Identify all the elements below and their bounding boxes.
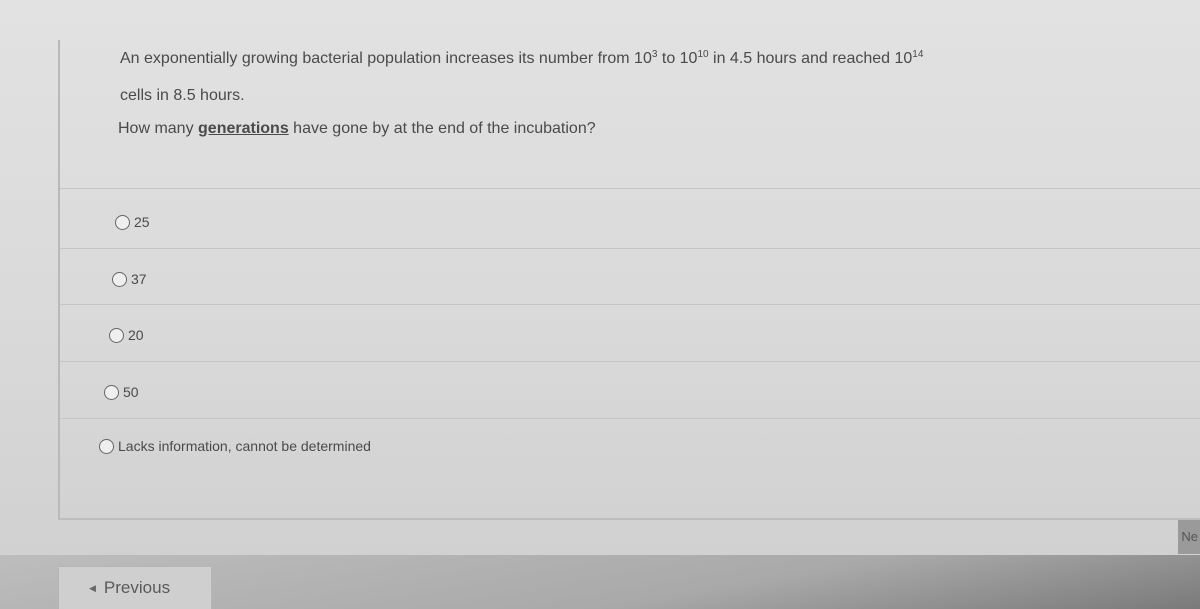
chevron-left-icon: ◀ [89, 582, 96, 593]
divider [60, 304, 1200, 305]
option-lacks-information[interactable] [99, 438, 371, 454]
option-label: Lacks information, cannot be determined [118, 438, 371, 454]
radio-button[interactable] [99, 439, 114, 454]
question-line2: cells in 8.5 hours. [120, 87, 245, 104]
divider [60, 248, 1200, 249]
question-prompt [118, 120, 596, 138]
next-button[interactable] [1178, 520, 1200, 554]
prompt-before: How many [118, 120, 199, 137]
option-label: 25 [134, 214, 150, 230]
radio-button[interactable] [112, 272, 127, 287]
previous-button[interactable] [58, 566, 212, 609]
divider [60, 418, 1200, 419]
question-text [120, 40, 1180, 114]
previous-label: Previous [103, 578, 171, 597]
option-25[interactable] [115, 214, 150, 230]
prompt-after: have gone by at the end of the incubation? [288, 120, 596, 137]
question-line1-part3: in 4.5 hours and reached 10 [708, 50, 913, 67]
option-20[interactable] [109, 327, 144, 343]
option-label: 50 [123, 384, 139, 400]
question-line1-part1: An exponentially growing bacterial population increases its number from 10 [120, 50, 652, 67]
exponent-2: 10 [697, 49, 709, 60]
radio-button[interactable] [109, 328, 124, 343]
option-50[interactable] [104, 384, 139, 400]
radio-button[interactable] [104, 385, 119, 400]
exponent-1: 3 [651, 49, 658, 60]
divider [60, 361, 1200, 362]
prompt-keyword: generations [198, 120, 289, 137]
next-label: Ne [1181, 529, 1198, 544]
option-label: 20 [128, 327, 144, 343]
option-label: 37 [131, 271, 147, 287]
divider [60, 188, 1200, 189]
radio-button[interactable] [115, 215, 130, 230]
question-line1-part2: to 10 [657, 50, 698, 67]
exponent-3: 14 [912, 49, 924, 60]
option-37[interactable] [112, 271, 147, 287]
